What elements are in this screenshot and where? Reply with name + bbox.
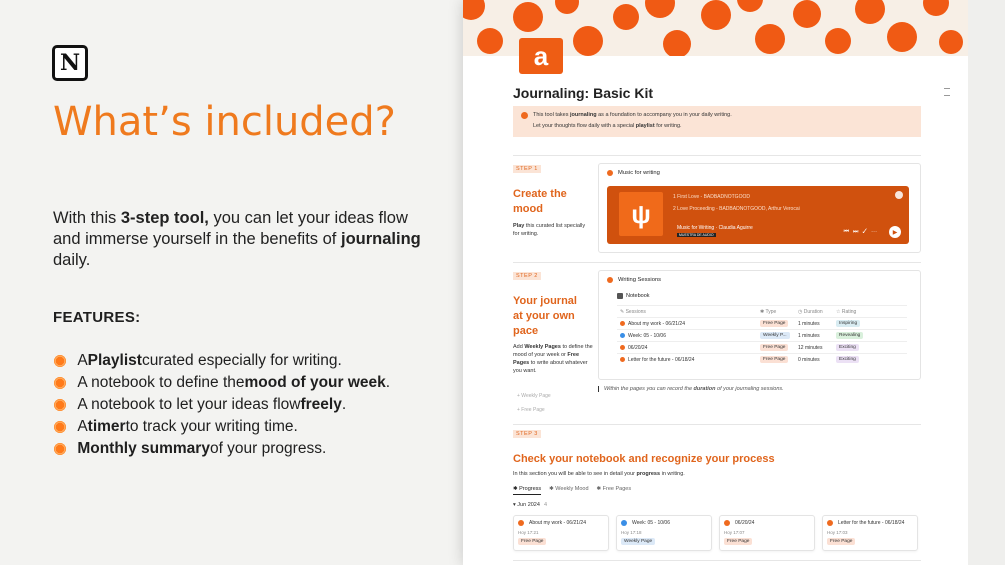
promo-panel	[0, 0, 460, 565]
notion-logo: N	[52, 45, 88, 81]
spotify-embed[interactable]	[607, 186, 909, 244]
feature-item: Monthly summary of your progress.	[53, 438, 390, 460]
table-row[interactable]: 06/20/24 Free Page 12 minutes Exciting	[617, 342, 907, 354]
tab-free-pages[interactable]: ✱ Free Pages	[596, 486, 632, 492]
notion-page-mockup	[463, 0, 968, 565]
sun-icon	[53, 398, 67, 412]
gallery-card[interactable]: Letter for the future - 06/18/24 Hoy 17:03 Free Page	[822, 515, 918, 551]
step1-desc: Play this curated list specially for writing.	[513, 223, 586, 237]
sun-icon	[53, 420, 67, 434]
promo-headline: What’s included?	[53, 99, 396, 145]
track-1[interactable]: 1 First Love - BADBADNOTGOOD	[673, 194, 750, 200]
table-of-contents-icon[interactable]	[944, 88, 950, 102]
add-weekly-page-button[interactable]: + Weekly Page	[517, 393, 551, 399]
track-2[interactable]: 2 Love Proceeding - BADBADNOTGOOD, Arthur Verocai	[673, 206, 800, 212]
step2-desc: Add Weekly Pages to define the mood of your week or Free Pages to write about whatever you want.	[513, 344, 593, 374]
features-list	[53, 350, 390, 460]
tab-weekly-mood[interactable]: ✱ Weekly Mood	[549, 486, 589, 492]
view-tabs	[513, 486, 631, 495]
step2-label: STEP 2	[513, 272, 541, 280]
background-strip	[968, 0, 1005, 565]
feature-item: A timer to track your writing time.	[53, 416, 390, 438]
playlist-name: Music for Writing · Claudia Aguirre	[677, 225, 753, 231]
sessions-table	[617, 305, 907, 366]
column-header[interactable]: ☆ Rating	[833, 306, 907, 318]
tab-progress[interactable]: ✱ Progress	[513, 486, 541, 495]
gallery-card[interactable]: 06/20/24 Hoy 17:07 Free Page	[719, 515, 815, 551]
gallery-card[interactable]: Week: 05 - 10/06 Hoy 17:18 Weekly Page	[616, 515, 712, 551]
divider	[513, 560, 921, 561]
writing-sessions-card: Writing Sessions Notebook ✎ Sessions ✱ Type ◷ Duration ☆ Rating About my work - 06/21/24 Free Page 1 minutes Inspiring Week: 05 - 10/06 Weekly P... 1 minutes Revealing 06/20/24 Free Page 12 minutes Exciting Letter for the future - 06/18/24 Free Page 0 minutes Exciting	[598, 270, 921, 380]
step1-title: Create the mood	[513, 188, 567, 215]
orange-dot-icon	[607, 170, 613, 176]
step3-desc: In this section you will be able to see in detail your progress in writing.	[513, 471, 685, 477]
divider	[513, 155, 921, 156]
add-free-page-button[interactable]: + Free Page	[517, 407, 545, 413]
promo-intro: With this 3-step tool, you can let your ideas flow and immerse yourself in the benefits of journaling daily.	[53, 209, 421, 269]
group-header[interactable]: ▾ Jun 2024 4	[513, 502, 547, 508]
divider	[513, 424, 921, 425]
feature-item: A notebook to define the mood of your week .	[53, 372, 390, 394]
intro-callout: This tool takes journaling as a foundation to accompany you in your daily writing. Let your thoughts flow daily with a special playlist for writing.	[513, 106, 921, 137]
table-row[interactable]: About my work - 06/21/24 Free Page 1 minutes Inspiring	[617, 318, 907, 330]
step3-label: STEP 3	[513, 430, 541, 438]
notebook-view-tab[interactable]: Notebook	[617, 293, 650, 299]
callout-icon	[521, 112, 528, 119]
duration-quote: Within the pages you can record the duration of your journaling sessions.	[598, 386, 784, 392]
play-button[interactable]: ▶	[889, 226, 901, 238]
column-header[interactable]: ✎ Sessions	[617, 306, 757, 318]
column-header[interactable]: ✱ Type	[757, 306, 795, 318]
step1-label: STEP 1	[513, 165, 541, 173]
sun-icon	[53, 376, 67, 390]
music-card: Music for writing ψ 1 First Love - BADBADNOTGOOD 2 Love Proceeding - BADBADNOTGOOD, Arthur Verocai Music for Writing · Claudia Aguirre MUESTRA DE AUDIO ⏮⏭✓⋯ ▶	[598, 163, 921, 253]
table-row[interactable]: Week: 05 - 10/06 Weekly P... 1 minutes Revealing	[617, 330, 907, 342]
playlist-badge: MUESTRA DE AUDIO	[679, 233, 714, 237]
step3-title: Check your notebook and recognize your process	[513, 453, 775, 465]
sun-icon	[53, 354, 67, 368]
feature-item: A Playlist curated especially for writing.	[53, 350, 390, 372]
page-icon[interactable]: a	[519, 38, 563, 74]
feature-item: A notebook to let your ideas flow freely .	[53, 394, 390, 416]
sun-icon	[53, 442, 67, 456]
column-header[interactable]: ◷ Duration	[795, 306, 833, 318]
player-controls[interactable]: ⏮⏭✓⋯	[843, 229, 881, 235]
divider	[513, 262, 921, 263]
playlist-cover: ψ	[619, 192, 663, 236]
features-title: FEATURES:	[53, 309, 141, 326]
step2-title: Your journal at your own pace	[513, 295, 577, 337]
gallery-card[interactable]: About my work - 06/21/24 Hoy 17:21 Free Page	[513, 515, 609, 551]
table-row[interactable]: Letter for the future - 06/18/24 Free Page 0 minutes Exciting	[617, 354, 907, 366]
page-title[interactable]: Journaling: Basic Kit	[513, 85, 654, 101]
spotify-icon[interactable]	[895, 191, 903, 199]
orange-dot-icon	[607, 277, 613, 283]
notebook-icon	[617, 293, 623, 299]
